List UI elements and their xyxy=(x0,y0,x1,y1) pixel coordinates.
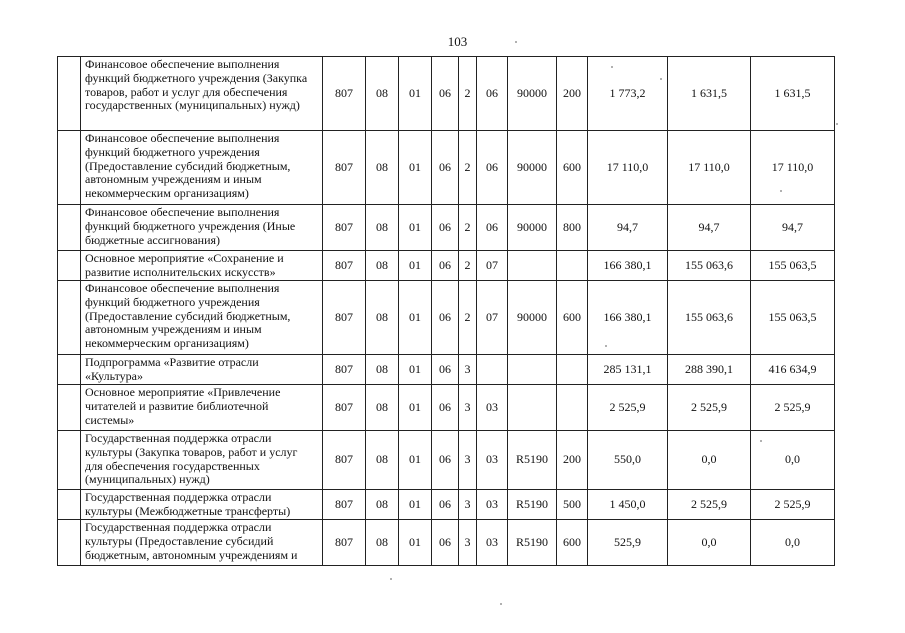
cell-section: 08 xyxy=(366,131,399,205)
cell-year3: 155 063,5 xyxy=(751,251,835,281)
row-name-cell: Государственная поддержка отрасли культуры (Межбюджетные трансферты) xyxy=(81,490,323,520)
row-name-cell: Финансовое обеспечение выполнения функций бюджетного учреждения (Предоставление субсидий бюджетным, автономным учреждениям и иным некоммерческим организациям) xyxy=(81,131,323,205)
cell-section: 08 xyxy=(366,355,399,385)
row-number-cell xyxy=(58,251,81,281)
cell-direction xyxy=(508,385,557,431)
cell-event xyxy=(477,355,508,385)
cell-subprogram: 3 xyxy=(459,355,477,385)
table-row xyxy=(58,385,835,431)
cell-year3: 1 631,5 xyxy=(751,57,835,131)
cell-year2: 288 390,1 xyxy=(668,355,751,385)
cell-event: 07 xyxy=(477,251,508,281)
cell-section: 08 xyxy=(366,490,399,520)
cell-ministry: 807 xyxy=(323,205,366,251)
cell-subprogram: 2 xyxy=(459,131,477,205)
cell-event: 03 xyxy=(477,385,508,431)
table-row xyxy=(58,355,835,385)
table-row xyxy=(58,281,835,355)
cell-year3: 94,7 xyxy=(751,205,835,251)
cell-subsection: 01 xyxy=(399,281,432,355)
cell-direction: 90000 xyxy=(508,205,557,251)
cell-year2: 0,0 xyxy=(668,431,751,490)
scan-speck xyxy=(611,66,613,68)
cell-direction: 90000 xyxy=(508,281,557,355)
cell-ministry: 807 xyxy=(323,251,366,281)
row-number-cell xyxy=(58,431,81,490)
cell-year3: 2 525,9 xyxy=(751,385,835,431)
cell-year3: 416 634,9 xyxy=(751,355,835,385)
cell-year1: 166 380,1 xyxy=(588,281,668,355)
row-name-cell: Финансовое обеспечение выполнения функций бюджетного учреждения (Предоставление субсидий бюджетным, автономным учреждениям и иным некоммерческим организациям) xyxy=(81,281,323,355)
cell-subprogram: 3 xyxy=(459,490,477,520)
cell-year2: 2 525,9 xyxy=(668,385,751,431)
cell-section: 08 xyxy=(366,57,399,131)
cell-program: 06 xyxy=(432,205,459,251)
cell-program: 06 xyxy=(432,520,459,566)
cell-program: 06 xyxy=(432,490,459,520)
row-number-cell xyxy=(58,57,81,131)
cell-section: 08 xyxy=(366,281,399,355)
cell-direction: R5190 xyxy=(508,520,557,566)
cell-year1: 1 773,2 xyxy=(588,57,668,131)
cell-expense-type: 200 xyxy=(557,57,588,131)
table-row xyxy=(58,131,835,205)
cell-direction xyxy=(508,251,557,281)
cell-subsection: 01 xyxy=(399,251,432,281)
cell-event: 07 xyxy=(477,281,508,355)
page-number: 103 xyxy=(447,34,468,49)
cell-subsection: 01 xyxy=(399,205,432,251)
cell-subsection: 01 xyxy=(399,131,432,205)
cell-year3: 2 525,9 xyxy=(751,490,835,520)
cell-event: 06 xyxy=(477,131,508,205)
row-name-cell: Основное мероприятие «Сохранение и развитие исполнительских искусств» xyxy=(81,251,323,281)
cell-subprogram: 2 xyxy=(459,57,477,131)
cell-year2: 2 525,9 xyxy=(668,490,751,520)
cell-ministry: 807 xyxy=(323,385,366,431)
cell-year2: 0,0 xyxy=(668,520,751,566)
cell-ministry: 807 xyxy=(323,355,366,385)
row-number-cell xyxy=(58,205,81,251)
cell-expense-type: 600 xyxy=(557,281,588,355)
cell-subsection: 01 xyxy=(399,355,432,385)
cell-expense-type: 800 xyxy=(557,205,588,251)
scan-speck xyxy=(660,78,662,80)
cell-subprogram: 3 xyxy=(459,520,477,566)
cell-program: 06 xyxy=(432,355,459,385)
cell-subsection: 01 xyxy=(399,431,432,490)
table-row xyxy=(58,490,835,520)
cell-year2: 94,7 xyxy=(668,205,751,251)
cell-subsection: 01 xyxy=(399,520,432,566)
row-name-cell: Финансовое обеспечение выполнения функций бюджетного учреждения (Закупка товаров, работ и услуг для обеспечения государственных (муниципальных) нужд) xyxy=(81,57,323,131)
cell-subsection: 01 xyxy=(399,490,432,520)
scan-speck xyxy=(605,345,607,347)
table-row xyxy=(58,57,835,131)
row-number-cell xyxy=(58,520,81,566)
cell-section: 08 xyxy=(366,431,399,490)
row-name-cell: Государственная поддержка отрасли культуры (Закупка товаров, работ и услуг для обеспечения государственных (муниципальных) нужд) xyxy=(81,431,323,490)
cell-expense-type xyxy=(557,251,588,281)
cell-expense-type: 600 xyxy=(557,520,588,566)
cell-ministry: 807 xyxy=(323,131,366,205)
cell-event: 03 xyxy=(477,490,508,520)
cell-section: 08 xyxy=(366,385,399,431)
scan-speck xyxy=(760,440,762,442)
cell-year3: 155 063,5 xyxy=(751,281,835,355)
cell-event: 03 xyxy=(477,520,508,566)
cell-year2: 1 631,5 xyxy=(668,57,751,131)
cell-expense-type xyxy=(557,355,588,385)
row-name-cell: Подпрограмма «Развитие отрасли «Культура» xyxy=(81,355,323,385)
cell-section: 08 xyxy=(366,251,399,281)
cell-section: 08 xyxy=(366,205,399,251)
table-row xyxy=(58,205,835,251)
cell-section: 08 xyxy=(366,520,399,566)
cell-year3: 0,0 xyxy=(751,520,835,566)
cell-event: 06 xyxy=(477,57,508,131)
cell-expense-type: 600 xyxy=(557,131,588,205)
cell-event: 03 xyxy=(477,431,508,490)
cell-ministry: 807 xyxy=(323,520,366,566)
cell-year1: 94,7 xyxy=(588,205,668,251)
cell-subsection: 01 xyxy=(399,57,432,131)
scan-speck xyxy=(515,41,517,43)
cell-ministry: 807 xyxy=(323,490,366,520)
cell-program: 06 xyxy=(432,57,459,131)
cell-ministry: 807 xyxy=(323,431,366,490)
cell-subprogram: 2 xyxy=(459,205,477,251)
row-name-cell: Основное мероприятие «Привлечение читателей и развитие библиотечной системы» xyxy=(81,385,323,431)
row-number-cell xyxy=(58,281,81,355)
cell-direction: R5190 xyxy=(508,431,557,490)
cell-year2: 155 063,6 xyxy=(668,281,751,355)
row-number-cell xyxy=(58,385,81,431)
cell-expense-type xyxy=(557,385,588,431)
cell-direction: 90000 xyxy=(508,57,557,131)
cell-subprogram: 2 xyxy=(459,251,477,281)
cell-year1: 17 110,0 xyxy=(588,131,668,205)
scan-speck xyxy=(500,603,502,605)
cell-year2: 155 063,6 xyxy=(668,251,751,281)
cell-year1: 1 450,0 xyxy=(588,490,668,520)
cell-program: 06 xyxy=(432,431,459,490)
cell-subprogram: 2 xyxy=(459,281,477,355)
scan-speck xyxy=(836,123,838,125)
table-row xyxy=(58,431,835,490)
cell-subsection: 01 xyxy=(399,385,432,431)
cell-program: 06 xyxy=(432,131,459,205)
cell-direction: R5190 xyxy=(508,490,557,520)
cell-year1: 525,9 xyxy=(588,520,668,566)
row-name-cell: Финансовое обеспечение выполнения функций бюджетного учреждения (Иные бюджетные ассигнования) xyxy=(81,205,323,251)
cell-expense-type: 500 xyxy=(557,490,588,520)
cell-ministry: 807 xyxy=(323,281,366,355)
cell-event: 06 xyxy=(477,205,508,251)
cell-direction: 90000 xyxy=(508,131,557,205)
row-number-cell xyxy=(58,131,81,205)
cell-subprogram: 3 xyxy=(459,431,477,490)
scan-speck xyxy=(390,578,392,580)
cell-year1: 285 131,1 xyxy=(588,355,668,385)
cell-subprogram: 3 xyxy=(459,385,477,431)
cell-program: 06 xyxy=(432,385,459,431)
cell-expense-type: 200 xyxy=(557,431,588,490)
table-row xyxy=(58,251,835,281)
table-row xyxy=(58,520,835,566)
cell-year1: 166 380,1 xyxy=(588,251,668,281)
cell-year3: 0,0 xyxy=(751,431,835,490)
cell-year3: 17 110,0 xyxy=(751,131,835,205)
row-number-cell xyxy=(58,490,81,520)
cell-year2: 17 110,0 xyxy=(668,131,751,205)
cell-direction xyxy=(508,355,557,385)
cell-program: 06 xyxy=(432,281,459,355)
row-number-cell xyxy=(58,355,81,385)
cell-year1: 550,0 xyxy=(588,431,668,490)
cell-program: 06 xyxy=(432,251,459,281)
row-name-cell: Государственная поддержка отрасли культуры (Предоставление субсидий бюджетным, автономным учреждениям и xyxy=(81,520,323,566)
scan-speck xyxy=(780,190,782,192)
cell-ministry: 807 xyxy=(323,57,366,131)
budget-table xyxy=(57,56,835,566)
cell-year1: 2 525,9 xyxy=(588,385,668,431)
